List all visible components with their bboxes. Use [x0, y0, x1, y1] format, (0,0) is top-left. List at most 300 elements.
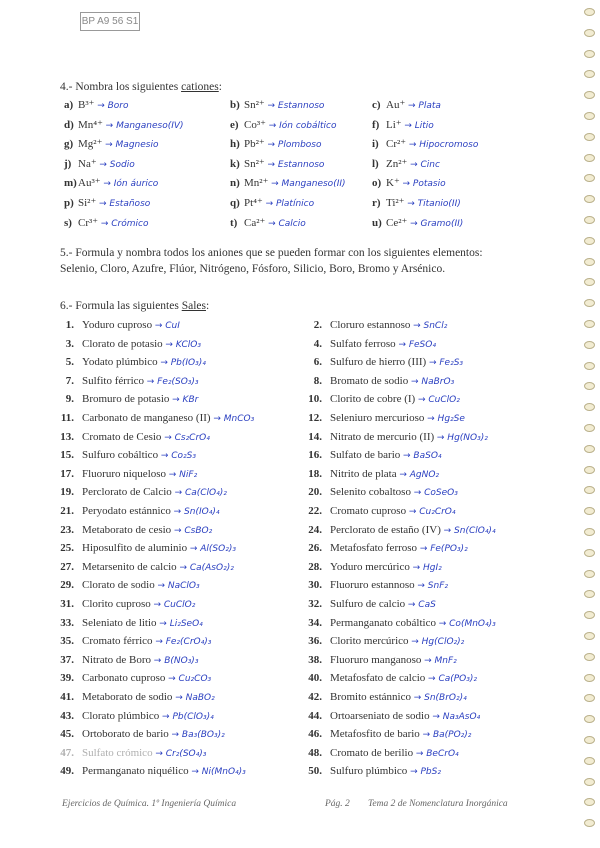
- salt-formula: → Fe₂S₃: [428, 358, 464, 369]
- spiral-ring: [584, 8, 595, 16]
- cation-ion: Na⁺: [78, 157, 97, 170]
- salt-item: [52, 728, 225, 740]
- cation-ion: Si²⁺: [78, 197, 97, 209]
- footer-left: Ejercicios de Química. 1º Ingeniería Química: [62, 799, 237, 809]
- salt-formula: → SnF₂: [417, 581, 448, 592]
- salt-formula: → Ca(AsO₂)₂: [179, 562, 234, 573]
- salt-formula: → Fe₂(CrO₄)₃: [155, 637, 212, 648]
- cation-answer: → Calcio: [268, 218, 306, 229]
- salt-formula: → Fe(PO₃)₂: [419, 544, 468, 555]
- spiral-ring: [584, 341, 595, 349]
- cation-answer: → Platínico: [265, 199, 315, 209]
- cation-answer: → Litio: [404, 120, 434, 131]
- salt-formula: → Sn(IO₄)₄: [173, 507, 220, 517]
- cation-ion: Ca²⁺: [244, 216, 266, 229]
- spiral-ring: [584, 507, 595, 515]
- salt-name: Carbonato cuproso: [82, 672, 166, 685]
- cation-answer: → Estañoso: [99, 199, 151, 209]
- salt-item: [300, 412, 465, 424]
- section-4-title-underlined: cationes: [181, 81, 219, 93]
- salt-number: 28.: [308, 560, 322, 573]
- salt-item: [52, 431, 210, 443]
- spiral-ring: [584, 549, 595, 557]
- salt-formula: → Ca(PO₃)₂: [428, 674, 477, 685]
- salt-formula: → Hg₂Se: [427, 414, 465, 424]
- salt-formula: → Pb(ClO₃)₄: [162, 711, 214, 722]
- salt-name: Peryodato estánnico: [82, 505, 171, 517]
- spiral-ring: [584, 674, 595, 682]
- salt-formula: → FeSO₄: [398, 339, 436, 350]
- cation-ion: K⁺: [386, 177, 400, 190]
- cation-answer: → Crómico: [100, 218, 149, 229]
- cation-ion: Ce²⁺: [386, 216, 408, 229]
- cation-item: [64, 216, 148, 229]
- salt-formula: → Cr₂(SO₄)₃: [155, 748, 207, 759]
- salt-item: [300, 431, 488, 443]
- cation-ion: Cr²⁺: [386, 138, 407, 151]
- cation-item: [372, 137, 478, 150]
- cation-item: [64, 196, 150, 209]
- cation-item: [230, 118, 337, 131]
- section-6-title-suffix: :: [205, 300, 210, 312]
- salt-name: Cromato de Cesio: [82, 430, 162, 443]
- spiral-ring: [584, 133, 595, 141]
- cation-ion: Ti²⁺: [386, 197, 405, 209]
- salt-number: 39.: [60, 672, 74, 685]
- cation-item: [64, 98, 129, 111]
- salt-formula: → Ba₃(BO₃)₂: [171, 730, 225, 741]
- spiral-ring: [584, 528, 595, 536]
- salt-name: Clorito mercúrico: [330, 635, 409, 648]
- salt-name: Permanganato niquélico: [82, 765, 189, 778]
- salt-item: [300, 393, 460, 405]
- salt-formula: → Ca(ClO₄)₂: [174, 488, 227, 499]
- salt-name: Metarsenito de calcio: [82, 560, 177, 573]
- spiral-ring: [584, 570, 595, 578]
- salt-number: 25.: [60, 542, 74, 555]
- cation-item: [230, 176, 346, 189]
- salt-number: 14.: [308, 430, 322, 443]
- salt-formula: → Hg(NO₃)₂: [436, 432, 488, 443]
- salt-item: [52, 691, 215, 703]
- salt-name: Hiposulfito de aluminio: [82, 542, 188, 555]
- salt-number: 16.: [308, 449, 322, 462]
- salt-formula: → SnCl₂: [413, 321, 448, 331]
- salt-name: Perclorato de estaño (IV): [330, 523, 441, 536]
- spiral-ring: [584, 320, 595, 328]
- salt-name: Sulfato crómico: [82, 746, 153, 759]
- salt-number: 26.: [308, 542, 322, 555]
- salt-formula: → AgNO₂: [399, 469, 440, 480]
- salt-formula: → Co₂S₃: [160, 451, 196, 462]
- salt-number: 41.: [60, 691, 74, 703]
- spiral-ring: [584, 757, 595, 765]
- salt-item: [52, 635, 211, 647]
- cation-label: e): [230, 118, 239, 131]
- salt-number: 45.: [60, 728, 74, 741]
- salt-name: Metafosfito de bario: [330, 728, 420, 741]
- salt-number: 42.: [308, 691, 322, 703]
- salt-number: 22.: [308, 505, 322, 517]
- salt-number: 10.: [308, 393, 322, 406]
- salt-formula: → Co(MnO₄)₃: [438, 618, 496, 629]
- salt-item: [300, 691, 467, 703]
- spiral-ring: [584, 112, 595, 120]
- salt-formula: → Ba(PO₂)₂: [422, 730, 472, 741]
- salt-name: Permanganato cobáltico: [330, 616, 436, 629]
- salt-number: 38.: [308, 653, 322, 666]
- salt-item: [52, 505, 219, 517]
- salt-number: 49.: [60, 765, 74, 778]
- salt-number: 46.: [308, 728, 322, 741]
- salt-number: 3.: [65, 337, 74, 350]
- cation-ion: Pb²⁺: [244, 138, 265, 151]
- salt-item: [52, 356, 206, 368]
- salt-item: [300, 579, 448, 591]
- cation-label: t): [230, 216, 238, 229]
- salt-name: Perclorato de Calcio: [82, 486, 172, 499]
- salt-formula: → MnF₂: [424, 655, 457, 666]
- salt-number: 21.: [60, 505, 74, 517]
- salt-name: Clorato de potasio: [82, 337, 163, 350]
- cation-answer: → Titanio(II): [407, 199, 461, 209]
- section-5-paragraph: 5.- Formula y nombra todos los aniones que se pueden formar con los siguientes elementos: Selenio, Cloro, Azufre, Flúor, Nitrógeno, Fósforo, Silicio, Boro, Bromo y Arsénico.: [60, 247, 483, 275]
- salt-formula: → CaS: [407, 600, 436, 610]
- section-6-title-underlined: Sales: [181, 300, 206, 312]
- cation-answer: → Plomboso: [267, 140, 322, 151]
- spiral-ring: [584, 486, 595, 494]
- cation-ion: Li⁺: [386, 118, 402, 131]
- salt-item: [300, 542, 468, 554]
- cation-item: [230, 137, 322, 150]
- salt-item: [300, 598, 436, 610]
- spiral-ring: [584, 29, 595, 37]
- salt-number: 32.: [308, 598, 322, 610]
- spiral-ring: [584, 70, 595, 78]
- salt-name: Metaborato de sodio: [82, 691, 173, 703]
- spiral-ring: [584, 362, 595, 370]
- salt-name: Bromato de sodio: [330, 374, 409, 387]
- section-4-title-suffix: :: [218, 81, 222, 93]
- salt-name: Ortoarseniato de sodio: [330, 709, 430, 722]
- salt-number: 12.: [308, 412, 322, 424]
- salt-item: [300, 449, 442, 461]
- cation-ion: Mn²⁺: [244, 177, 269, 190]
- salt-item: [52, 338, 201, 350]
- salt-item: [52, 468, 197, 480]
- spiral-ring: [584, 445, 595, 453]
- spiral-ring: [584, 50, 595, 58]
- cation-label: a): [64, 99, 74, 111]
- salt-number: 23.: [60, 523, 74, 536]
- salt-item: [52, 672, 211, 684]
- salt-formula: → NiF₂: [168, 469, 198, 480]
- salt-name: Sulfito férrico: [82, 374, 145, 387]
- spiral-ring: [584, 195, 595, 203]
- cation-item: [372, 176, 446, 189]
- salt-item: [300, 524, 496, 536]
- salt-formula: → Pb(IO₃)₄: [160, 358, 206, 369]
- cation-label: i): [372, 138, 379, 151]
- cation-ion: Cr³⁺: [78, 216, 99, 229]
- cation-label: r): [372, 197, 381, 209]
- cation-label: b): [230, 99, 240, 111]
- salt-number: 29.: [60, 579, 74, 592]
- salt-item: [52, 375, 199, 387]
- salt-number: 44.: [308, 709, 322, 722]
- cation-answer: → Magnesio: [105, 140, 159, 151]
- salt-number: 5.: [65, 356, 74, 369]
- spiral-ring: [584, 278, 595, 286]
- salt-name: Cromato férrico: [82, 635, 153, 648]
- spiral-ring: [584, 653, 595, 661]
- spiral-ring: [584, 819, 595, 827]
- cation-answer: → Gramo(II): [410, 218, 464, 229]
- salt-item: [52, 579, 200, 591]
- spiral-ring: [584, 258, 595, 266]
- cation-item: [230, 157, 324, 170]
- salt-name: Sulfuro plúmbico: [330, 765, 408, 778]
- salt-item: [300, 672, 477, 684]
- cation-label: m): [64, 177, 77, 190]
- salt-number: 9.: [65, 393, 74, 406]
- cation-item: [230, 196, 314, 209]
- cation-answer: → Manganeso(IV): [105, 120, 184, 131]
- salt-formula: → MnCO₃: [213, 414, 255, 424]
- spiral-ring: [584, 590, 595, 598]
- salt-name: Yodato plúmbico: [82, 356, 158, 369]
- notebook-spiral: [584, 0, 598, 848]
- spiral-ring: [584, 694, 595, 702]
- cation-label: k): [230, 157, 240, 170]
- cation-answer: → Ión áurico: [103, 179, 159, 190]
- salt-name: Sulfato ferroso: [330, 337, 396, 350]
- spiral-ring: [584, 299, 595, 307]
- salt-name: Bromito estánnico: [330, 691, 411, 703]
- salt-item: [52, 617, 203, 629]
- salt-item: [52, 747, 206, 759]
- salt-name: Ortoborato de bario: [82, 728, 169, 741]
- cation-item: [230, 216, 306, 229]
- salt-name: Seleniato de litio: [82, 616, 157, 629]
- spiral-ring: [584, 715, 595, 723]
- spiral-ring: [584, 736, 595, 744]
- salt-name: Nitrato de Boro: [82, 653, 152, 666]
- salt-name: Fluoruro niqueloso: [82, 467, 167, 480]
- salt-item: [300, 710, 480, 722]
- cation-ion: Co³⁺: [244, 118, 266, 131]
- cation-answer: → Estannoso: [267, 101, 325, 111]
- salt-formula: → Na₃AsO₄: [432, 711, 481, 722]
- salt-item: [52, 449, 196, 461]
- cation-answer: → Sodio: [99, 159, 135, 170]
- salt-item: [300, 375, 454, 387]
- salt-item: [300, 765, 441, 777]
- salt-formula: → NaBrO₃: [410, 376, 455, 387]
- cation-label: c): [372, 99, 381, 111]
- salt-name: Cloruro estannoso: [330, 319, 411, 331]
- footer-right: Tema 2 de Nomenclatura Inorgánica: [368, 799, 508, 809]
- salt-name: Cromato de berilio: [330, 746, 414, 759]
- spiral-ring: [584, 174, 595, 182]
- salt-name: Clorato plúmbico: [82, 709, 160, 722]
- cation-ion: Mn⁴⁺: [78, 118, 103, 131]
- cation-item: [372, 98, 441, 111]
- spiral-ring: [584, 154, 595, 162]
- salt-item: [300, 635, 464, 647]
- salt-item: [300, 468, 439, 480]
- salt-number: 13.: [60, 430, 74, 443]
- salt-formula: → CuClO₂: [417, 395, 460, 406]
- salt-item: [52, 561, 234, 573]
- salt-number: 34.: [308, 616, 322, 629]
- salt-name: Metafosfato ferroso: [330, 542, 418, 555]
- salt-formula: → KBr: [172, 395, 199, 406]
- cation-answer: → Potasio: [402, 179, 446, 190]
- cation-item: [372, 196, 461, 209]
- cation-ion: Sn²⁺: [244, 157, 265, 170]
- cation-label: d): [64, 118, 74, 131]
- salt-number: 33.: [60, 616, 74, 629]
- salt-name: Sulfuro de calcio: [330, 598, 406, 610]
- salt-name: Yoduro cuproso: [82, 319, 153, 331]
- salt-formula: → Cu₂CrO₄: [408, 507, 456, 517]
- salt-item: [300, 319, 447, 331]
- cation-label: n): [230, 177, 240, 190]
- cation-item: [64, 157, 135, 170]
- salt-formula: → CoSeO₃: [413, 488, 458, 499]
- cation-item: [372, 118, 434, 131]
- cation-label: j): [64, 157, 72, 170]
- salt-formula: → Ni(MnO₄)₃: [191, 767, 246, 778]
- cation-answer: → Boro: [97, 101, 129, 111]
- salt-number: 35.: [60, 635, 74, 648]
- salt-number: 1.: [65, 319, 74, 331]
- salt-formula: → PbS₂: [410, 767, 441, 778]
- salt-formula: → HgI₂: [412, 562, 442, 573]
- salt-number: 36.: [308, 635, 322, 648]
- cation-answer: → Ión cobáltico: [268, 120, 337, 131]
- cation-label: f): [372, 118, 380, 131]
- salt-number: 24.: [308, 523, 322, 536]
- cation-label: s): [64, 216, 72, 229]
- salt-name: Carbonato de manganeso (II): [82, 412, 211, 424]
- salt-name: Cromato cuproso: [330, 505, 407, 517]
- salt-formula: → BaSO₄: [403, 451, 442, 462]
- spiral-ring: [584, 403, 595, 411]
- cation-answer: → Estannoso: [267, 159, 325, 170]
- salt-number: 7.: [65, 374, 74, 387]
- salt-name: Nitrito de plata: [330, 467, 397, 480]
- salt-formula: → NaBO₂: [175, 693, 215, 703]
- salt-number: 47.: [60, 746, 74, 759]
- salt-name: Sulfato de bario: [330, 449, 401, 462]
- spiral-ring: [584, 632, 595, 640]
- cation-ion: Pt⁴⁺: [244, 197, 263, 209]
- salt-name: Sulfuro cobáltico: [82, 449, 159, 462]
- salt-item: [300, 338, 436, 350]
- cation-item: [64, 137, 158, 150]
- cation-item: [372, 216, 463, 229]
- cation-ion: Sn²⁺: [244, 99, 265, 111]
- spiral-ring: [584, 778, 595, 786]
- section-4-title: [60, 81, 222, 93]
- salt-name: Clorito cuproso: [82, 598, 151, 610]
- salt-name: Selenito cobaltoso: [330, 486, 411, 499]
- salt-formula: → Cu₂CO₃: [168, 674, 212, 685]
- salt-name: Bromuro de potasio: [82, 393, 170, 406]
- salt-formula: → CuI: [154, 321, 180, 331]
- salt-number: 8.: [313, 374, 322, 387]
- salt-item: [300, 654, 457, 666]
- salt-item: [52, 319, 180, 331]
- salt-number: 15.: [60, 449, 74, 462]
- salt-formula: → B(NO₃)₃: [153, 655, 199, 666]
- cation-answer: → Manganeso(II): [271, 179, 346, 190]
- salt-item: [52, 524, 212, 536]
- cation-label: g): [64, 138, 74, 151]
- salt-name: Metaborato de cesio: [82, 523, 172, 536]
- salt-name: Yoduro mercúrico: [330, 560, 410, 573]
- salt-item: [52, 710, 214, 722]
- salt-number: 6.: [313, 356, 322, 369]
- salt-item: [52, 598, 195, 610]
- cation-item: [64, 176, 158, 189]
- salt-item: [52, 765, 246, 777]
- cation-ion: Mg²⁺: [78, 138, 103, 151]
- salt-item: [52, 393, 198, 405]
- salt-number: 2.: [313, 319, 322, 331]
- salt-item: [300, 561, 442, 573]
- cation-ion: Au⁺: [386, 99, 406, 111]
- cation-label: o): [372, 177, 382, 190]
- salt-number: 19.: [60, 486, 74, 499]
- salt-number: 4.: [313, 337, 322, 350]
- salt-item: [52, 412, 254, 424]
- salt-formula: → Hg(ClO₂)₂: [411, 637, 465, 648]
- salt-name: Sulfuro de hierro (III): [330, 356, 427, 369]
- cation-answer: → Hipocromoso: [408, 140, 479, 151]
- spiral-ring: [584, 424, 595, 432]
- cation-answer: → Plata: [408, 101, 441, 111]
- salt-formula: → Al(SO₂)₃: [189, 544, 236, 555]
- spiral-ring: [584, 466, 595, 474]
- spiral-ring: [584, 611, 595, 619]
- salt-name: Seleniuro mercurioso: [330, 412, 425, 424]
- salt-formula: → Sn(BrO₂)₄: [413, 693, 467, 703]
- salt-number: 30.: [308, 579, 322, 592]
- salt-formula: → Li₂SeO₄: [159, 618, 203, 629]
- salt-formula: → BeCrO₄: [415, 748, 459, 759]
- salt-number: 31.: [60, 598, 74, 610]
- cation-ion: Au³⁺: [78, 177, 101, 190]
- salt-number: 11.: [60, 412, 74, 424]
- salt-number: 27.: [60, 560, 74, 573]
- salt-item: [300, 356, 463, 368]
- spiral-ring: [584, 237, 595, 245]
- salt-formula: → CsBO₂: [173, 525, 213, 536]
- spiral-ring: [584, 798, 595, 806]
- salt-formula: → CuClO₂: [153, 600, 196, 610]
- salt-formula: → NaClO₃: [157, 581, 200, 592]
- salt-number: 17.: [60, 467, 74, 480]
- section-6-title: [60, 300, 209, 312]
- salt-number: 18.: [308, 467, 322, 480]
- salt-item: [52, 654, 198, 666]
- salt-item: [300, 617, 496, 629]
- salt-number: 43.: [60, 709, 74, 722]
- section-4-title-prefix: 4.- Nombra los siguientes: [60, 81, 182, 93]
